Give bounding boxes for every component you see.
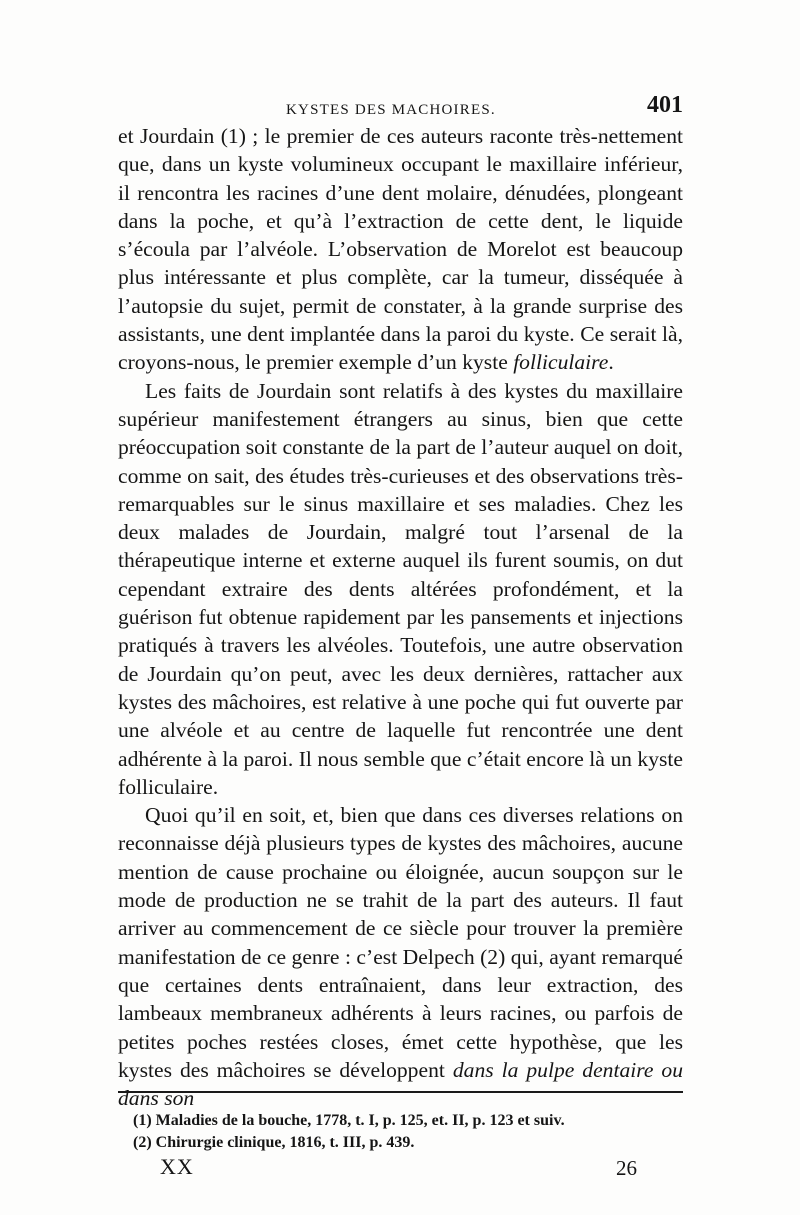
paragraph — [118, 801, 683, 1112]
page-number: 401 — [647, 92, 683, 118]
running-title: KYSTES DES MACHOIRES. — [286, 102, 496, 118]
paragraph-text: Les faits de Jourdain sont relatifs à des kystes du maxillaire supérieur manifestement étrangers au sinus, bien que cette préoccupation soit constante de la part de l’auteur auquel on doit, comme on sait, des études très-curieuses et des observations très-remarquables sur le sinus maxillaire et ses maladies. Chez les deux malades de Jourdain, malgré tout l’arsenal de la thérapeutique interne et externe auquel ils furent soumis, on dut cependant extraire des dents altérées profondément, et la guérison fut obtenue rapidement par les pansements et injections pratiqués à travers les alvéoles. Toutefois, une autre observation de Jourdain qu’on peut, avec les deux dernières, rattacher aux kystes des mâchoires, est relative à une poche qui fut ouverte par une alvéole et au centre de laquelle fut rencontrée une dent adhérente à la paroi. Il nous semble que c’était encore là un kyste folliculaire. — [118, 378, 683, 799]
sheet-number: 26 — [616, 1156, 637, 1180]
signature-mark: XX — [160, 1154, 194, 1179]
footnotes — [133, 1110, 683, 1154]
paragraph-text: Quoi qu’il en soit, et, bien que dans ces diverses relations on reconnaisse déjà plusieurs types de kystes des mâchoires, aucune mention de cause prochaine ou éloignée, aucun soupçon sur le mode de production ne se trahit de la part des auteurs. Il faut arriver au commencement de ce siècle pour trouver la première manifestation de ce genre : c’est Delpech (2) qui, ayant remarqué que certaines dents entraînaient, dans leur extraction, des lambeaux membraneux adhérents à leurs racines, ou parfois de petites poches restées closes, émet cette hypothèse, que les kystes des mâchoires se développent — [118, 803, 683, 1082]
paragraph-text: et Jourdain (1) ; le premier de ces auteurs raconte très-nettement que, dans un kyste volumineux occupant le maxillaire inférieur, il rencontra les racines d’une dent molaire, dénudées, plongeant dans la poche, et qu’à l’extraction de cette dent, le liquide s’écoula par l’alvéole. L’observation de Morelot est beaucoup plus intéressante et plus complète, car la tumeur, disséquée à l’autopsie du sujet, permit de constater, à la grande surprise des assistants, une dent implantée dans la paroi du kyste. Ce serait là, croyons-nous, le premier exemple d’un kyste — [118, 124, 683, 375]
paragraph — [118, 122, 683, 377]
body-text — [118, 122, 683, 1112]
italic-term: folliculaire — [513, 350, 609, 375]
footnote-rule — [118, 1091, 683, 1093]
paragraph — [118, 377, 683, 801]
italic-phrase: dans la pulpe dentaire ou dans son — [118, 1057, 683, 1111]
footnote: (1) Maladies de la bouche, 1778, t. I, p. 125, et. II, p. 123 et suiv. — [133, 1112, 565, 1129]
footnote: (2) Chirurgie clinique, 1816, t. III, p. 439. — [133, 1134, 415, 1151]
paragraph-end: . — [608, 350, 614, 375]
